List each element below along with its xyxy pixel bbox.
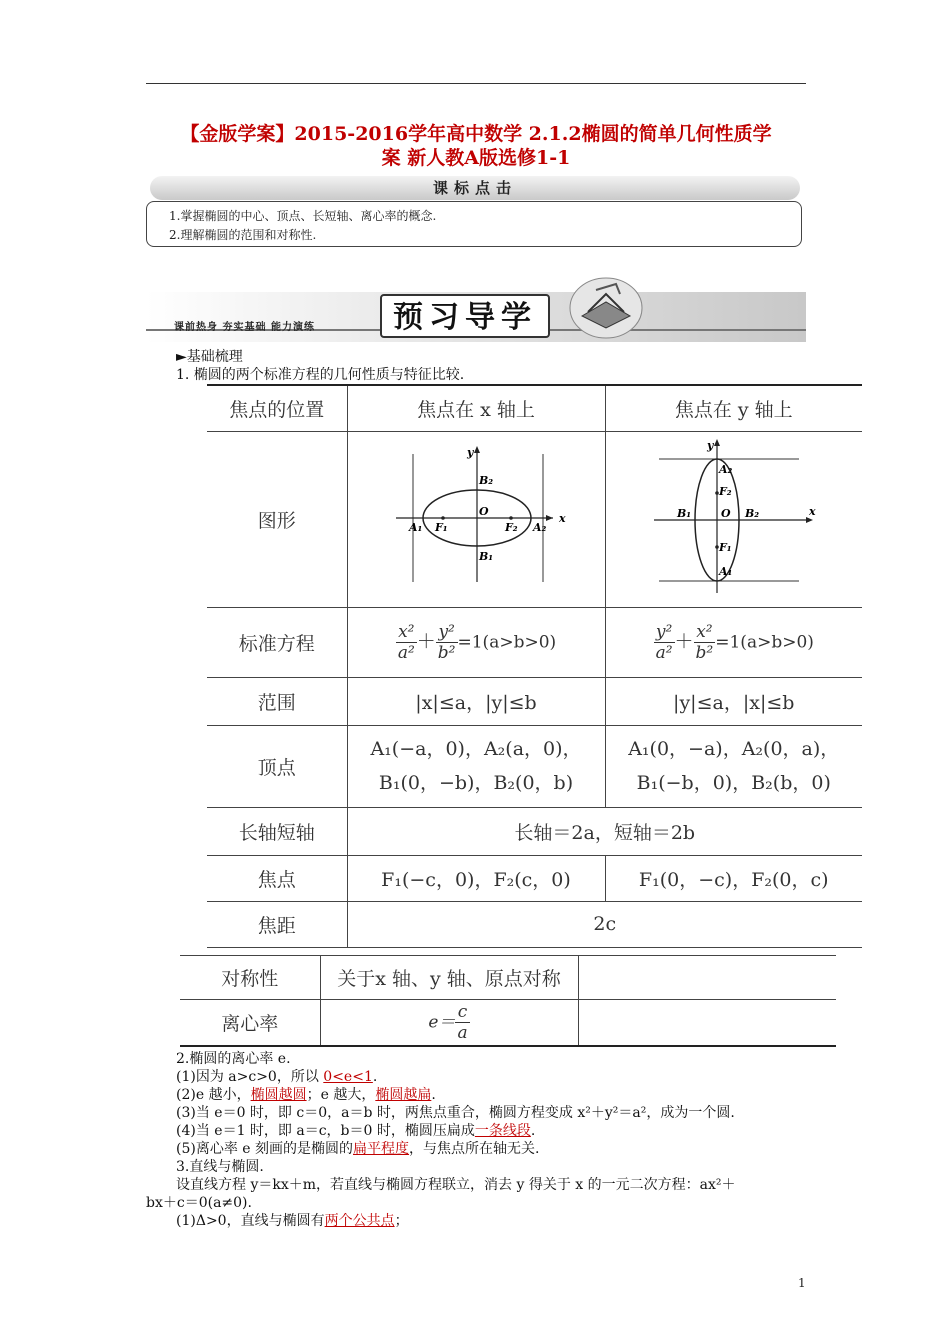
focus-label: F₁ <box>435 520 448 534</box>
answer-blank: 椭圆越扁 <box>375 1087 432 1103</box>
x-axis-label: x <box>808 504 816 518</box>
banner-title: 预习导学 <box>380 294 550 338</box>
table-header-cell: 焦点的位置 <box>207 385 347 431</box>
preview-banner <box>146 272 806 342</box>
kebiao-header: 课标点击 <box>150 176 800 200</box>
row-label: 离心率 <box>180 1000 320 1046</box>
kebiao-box <box>146 201 802 247</box>
vertex-label: A₁ <box>409 520 423 534</box>
range-x-cell: |x|≤a，|y|≤b <box>347 677 605 725</box>
para-2: 2.椭圆的离心率 e. <box>176 1051 291 1067</box>
ellipse-x-figure <box>391 442 566 592</box>
para-3-1: (1)Δ>0，直线与椭圆有两个公共点； <box>176 1213 409 1229</box>
y-axis-label: y <box>467 445 474 459</box>
table-row <box>207 901 862 947</box>
figure-x-cell <box>347 431 605 607</box>
kebiao-item-1: 1.掌握椭圆的中心、顶点、长短轴、离心率的概念. <box>169 209 437 223</box>
table-row <box>207 807 862 855</box>
focus-label: F₂ <box>505 520 518 534</box>
row-label: 长轴短轴 <box>207 807 347 855</box>
symmetry-table <box>180 955 836 1047</box>
vertex-label: B₂ <box>744 506 759 520</box>
answer-blank: 扁平程度 <box>353 1141 410 1157</box>
table-row <box>207 607 862 677</box>
vertex-label: B₂ <box>479 473 494 487</box>
para-2-2: (2)e 越小，椭圆越圆；e 越大，椭圆越扁. <box>176 1087 436 1103</box>
ellipse-y-figure <box>649 437 819 597</box>
origin-label: O <box>720 506 731 520</box>
para-3: 3.直线与椭圆. <box>176 1159 264 1175</box>
answer-blank: 两个公共点 <box>324 1213 395 1229</box>
answer-blank: 椭圆越圆 <box>250 1087 307 1103</box>
section-heading: ►基础梳理 <box>176 349 243 365</box>
origin-label: O <box>479 504 489 518</box>
row-label: 焦距 <box>207 901 347 947</box>
vertex-label: A₁ <box>718 564 733 578</box>
equation-x-tail: =1(a>b>0) <box>457 632 557 652</box>
para-3-a: 设直线方程 y＝kx＋m，若直线与椭圆方程联立，消去 y 得关于 x 的一元二次方程：ax²＋ <box>176 1177 736 1193</box>
focus-x-cell: F₁(−c，0)，F₂(c，0) <box>347 855 605 901</box>
section-item-1: 1. 椭圆的两个标准方程的几何性质与特征比较. <box>176 367 465 383</box>
table-row <box>207 725 862 807</box>
table-header-cell: 焦点在 y 轴上 <box>605 385 862 431</box>
range-y-cell: |y|≤a，|x|≤b <box>605 677 862 725</box>
row-label: 顶点 <box>207 725 347 807</box>
title-line-2: 案 新人教A版选修1-1 <box>381 147 571 169</box>
table-row <box>207 855 862 901</box>
vertex-label: A₂ <box>533 520 547 534</box>
row-label: 焦点 <box>207 855 347 901</box>
symmetry-cell: 关于x 轴、y 轴、原点对称 <box>320 956 578 1000</box>
document-title <box>146 122 806 170</box>
equation-y-tail: =1(a>b>0) <box>715 632 814 652</box>
equation-x-cell: $\frac{\text{x²}}{\text{a²}}$ ＋ $\frac{\text{y²}}{\text{b²}}$ =1(a>b>0) <box>347 607 605 677</box>
table-row <box>207 677 862 725</box>
equation-y-cell: $\frac{\text{y²}}{\text{a²}}$ ＋ $\frac{\text{x²}}{\text{b²}}$ =1(a>b>0) <box>605 607 862 677</box>
table-row <box>207 385 862 431</box>
focal-cell: 2c <box>347 901 862 947</box>
para-3-b: bx＋c＝0(a≠0). <box>146 1195 252 1211</box>
x-axis-label: x <box>559 511 566 525</box>
row-label: 对称性 <box>180 956 320 1000</box>
page-number: 1 <box>798 1276 806 1290</box>
table-header-cell: 焦点在 x 轴上 <box>347 385 605 431</box>
vertex-label: B₁ <box>479 549 494 563</box>
focus-label: F₁ <box>718 540 732 554</box>
vertex-x-cell: A₁(−a，0)，A₂(a，0)， B₁(0，−b)，B₂(0，b) <box>347 725 605 807</box>
table-row <box>207 431 862 607</box>
comparison-table <box>207 384 862 948</box>
vertex-label: A₂ <box>718 462 733 476</box>
ecc-cell: e＝ $\frac{c}{a}$ <box>320 1000 578 1046</box>
book-icon <box>566 272 646 342</box>
axis-cell: 长轴＝2a，短轴＝2b <box>347 807 862 855</box>
answer-blank: 0<e<1 <box>323 1069 373 1085</box>
focus-y-cell: F₁(0，−c)，F₂(0，c) <box>605 855 862 901</box>
focus-label: F₂ <box>718 484 732 498</box>
para-2-3: (3)当 e＝0 时，即 c＝0，a＝b 时，两焦点重合，椭圆方程变成 x²＋y²＝a²，成为一个圆. <box>176 1105 735 1121</box>
para-2-5: (5)离心率 e 刻画的是椭圆的扁平程度，与焦点所在轴无关. <box>176 1141 540 1157</box>
y-axis-label: y <box>706 438 714 452</box>
table-row <box>180 1000 836 1046</box>
banner-subtitle: 课前热身 夯实基础 能力演练 <box>174 322 315 333</box>
vertex-y-cell: A₁(0，−a)，A₂(0，a)， B₁(−b，0)，B₂(b，0) <box>605 725 862 807</box>
header-rule <box>146 83 806 84</box>
table-row <box>180 956 836 1000</box>
row-label: 图形 <box>207 431 347 607</box>
title-line-1: 【金版学案】2015-2016学年高中数学 2.1.2椭圆的简单几何性质学 <box>180 123 772 145</box>
para-2-4: (4)当 e＝1 时，即 a＝c，b＝0 时，椭圆压扁成一条线段. <box>176 1123 536 1139</box>
figure-y-cell <box>605 431 862 607</box>
answer-blank: 一条线段 <box>474 1123 531 1139</box>
vertex-label: B₁ <box>676 506 691 520</box>
para-2-1: (1)因为 a>c>0，所以 0<e<1. <box>176 1069 378 1085</box>
kebiao-item-2: 2.理解椭圆的范围和对称性. <box>169 228 317 242</box>
row-label: 标准方程 <box>207 607 347 677</box>
row-label: 范围 <box>207 677 347 725</box>
